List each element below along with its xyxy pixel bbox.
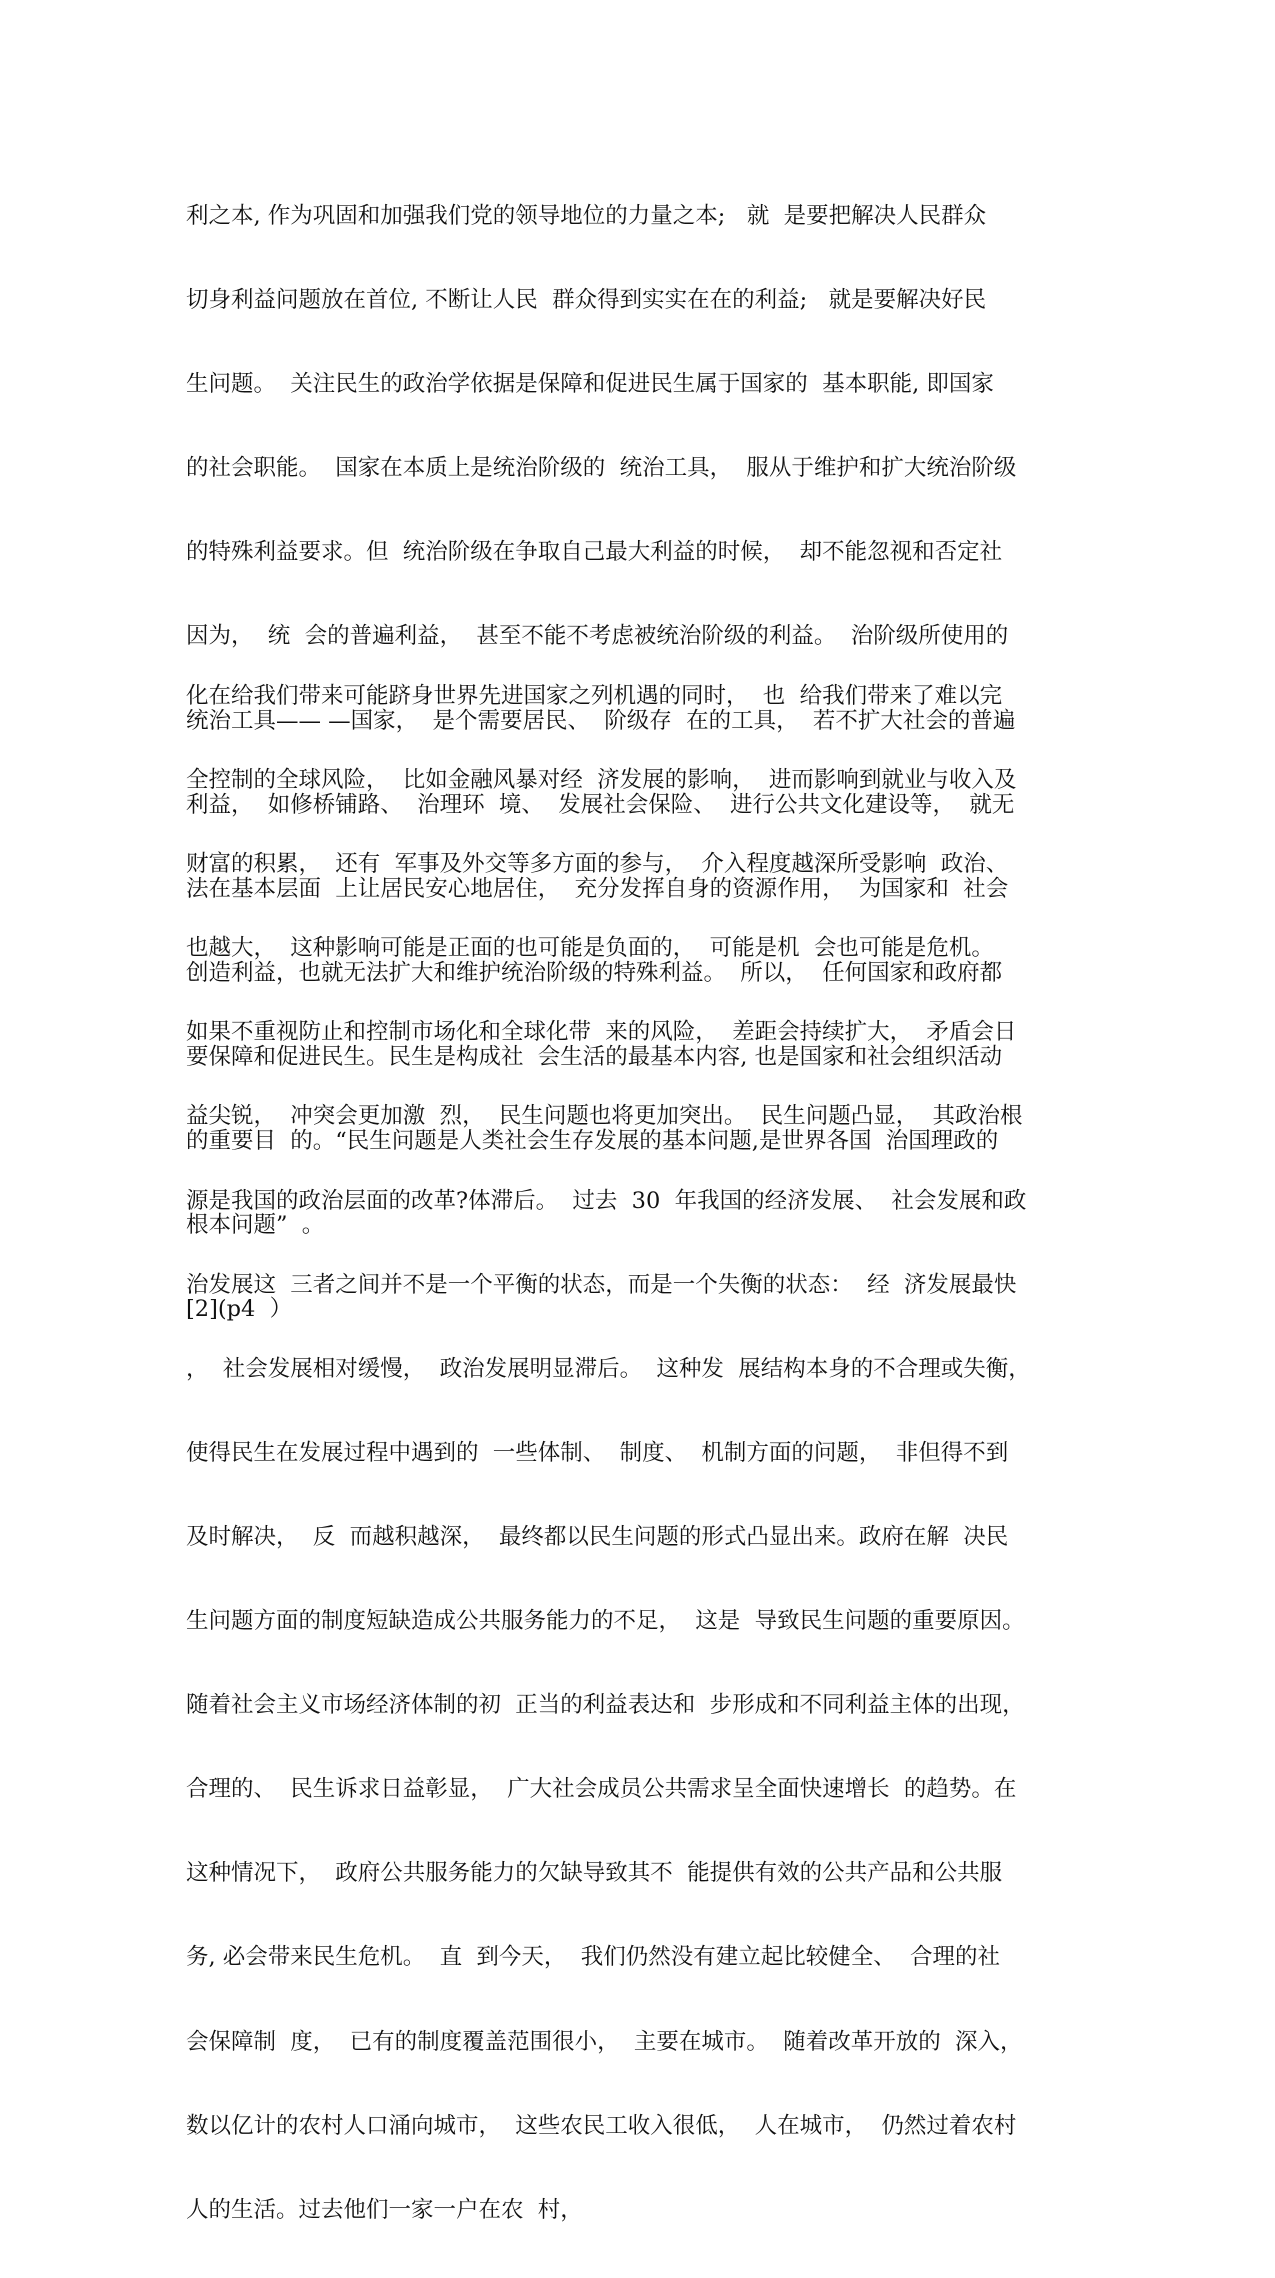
text-line: 源是我国的政治层面的改革?体滞后。 过去 30 年我国的经济发展、 社会发展和政: [186, 1187, 1027, 1214]
text-line: 益尖锐， 冲突会更加激 烈， 民生问题也将更加突出。 民生问题凸显， 其政治根: [186, 1103, 1023, 1130]
text-line: ， 社会发展相对缓慢， 政治发展明显滞后。 这种发 展结构本身的不合理或失衡，: [186, 1355, 1031, 1382]
text-line: 数以亿计的农村人口涌向城市， 这些农民工收入很低， 人在城市， 仍然过着农村: [186, 2112, 1017, 2139]
text-line: 的特殊利益要求。但 统治阶级在争取自己最大利益的时候， 却不能忽视和否定社: [186, 539, 1003, 566]
text-line: 人的生活。过去他们一家一户在农 村，: [186, 2196, 583, 2223]
text-line: 因为， 统 会的普遍利益， 甚至不能不考虑被统治阶级的利益。 治阶级所使用的: [186, 623, 1009, 650]
text-line: 利益， 如修桥铺路、 治理环 境、 发展社会保险、 进行公共文化建设等， 就无: [186, 791, 1015, 818]
text-line: 利之本, 作为巩固和加强我们党的领导地位的力量之本; 就 是要把解决人民群众: [186, 203, 987, 229]
text-line: 法在基本层面 上让居民安心地居住， 充分发挥自身的资源作用， 为国家和 社会: [186, 875, 1009, 902]
text-line: 也越大， 这种影响可能是正面的也可能是负面的， 可能是机 会也可能是危机。: [186, 935, 994, 962]
text-line: 化在给我们带来可能跻身世界先进国家之列机遇的同时， 也 给我们带来了难以完: [186, 683, 1003, 709]
text-line: 及时解决， 反 而越积越深， 最终都以民生问题的形式凸显出来。政府在解 决民: [186, 1523, 1009, 1550]
text-line: 治发展这 三者之间并不是一个平衡的状态，而是一个失衡的状态： 经 济发展最快: [186, 1271, 1017, 1298]
text-line: 财富的积累， 还有 军事及外交等多方面的参与， 介入程度越深所受影响 政治、: [186, 851, 1009, 878]
text-line: 的重要目 的。“民生问题是人类社会生存发展的基本问题,是世界各国 治国理政的: [186, 1128, 999, 1155]
text-line: 的社会职能。 国家在本质上是统治阶级的 统治工具， 服从于维护和扩大统治阶级: [186, 455, 1017, 482]
text-line: 全控制的全球风险， 比如金融风暴对经 济发展的影响， 进而影响到就业与收入及: [186, 767, 1017, 794]
text-line: 统治工具—— —国家， 是个需要居民、 阶级存 在的工具， 若不扩大社会的普遍: [186, 707, 1016, 734]
text-line: 随着社会主义市场经济体制的初 正当的利益表达和 步形成和不同利益主体的出现，: [186, 1692, 1025, 1719]
text-line: 使得民生在发展过程中遇到的 一些体制、 制度、 机制方面的问题， 非但得不到: [186, 1439, 1009, 1466]
text-line: 切身利益问题放在首位, 不断让人民 群众得到实实在在的利益; 就是要解决好民: [186, 287, 987, 314]
citation-reference: [2](p4 ）: [186, 1296, 293, 1323]
text-line: 会保障制 度， 已有的制度覆盖范围很小， 主要在城市。 随着改革开放的 深入，: [186, 2028, 1023, 2055]
paragraph-2: [186, 628, 1106, 2278]
text-line: 创造利益，也就无法扩大和维护统治阶级的特殊利益。 所以， 任何国家和政府都: [186, 959, 1003, 986]
text-line: 这种情况下， 政府公共服务能力的欠缺导致其不 能提供有效的公共产品和公共服: [186, 1860, 1003, 1887]
text-line: 生问题。 关注民生的政治学依据是保障和促进民生属于国家的 基本职能, 即国家: [186, 371, 994, 398]
text-line: 根本问题” 。: [186, 1212, 325, 1239]
text-line: 生问题方面的制度短缺造成公共服务能力的不足， 这是 导致民生问题的重要原因。: [186, 1608, 1025, 1635]
text-line: 如果不重视防止和控制市场化和全球化带 来的风险， 差距会持续扩大， 矛盾会日: [186, 1019, 1017, 1046]
text-line: 要保障和促进民生。民生是构成社 会生活的最基本内容, 也是国家和社会组织活动: [186, 1043, 1003, 1070]
text-line: 合理的、 民生诉求日益彰显， 广大社会成员公共需求呈全面快速增长 的趋势。在: [186, 1776, 1017, 1803]
text-line: 务, 必会带来民生危机。 直 到今天， 我们仍然没有建立起比较健全、 合理的社: [186, 1944, 1001, 1971]
